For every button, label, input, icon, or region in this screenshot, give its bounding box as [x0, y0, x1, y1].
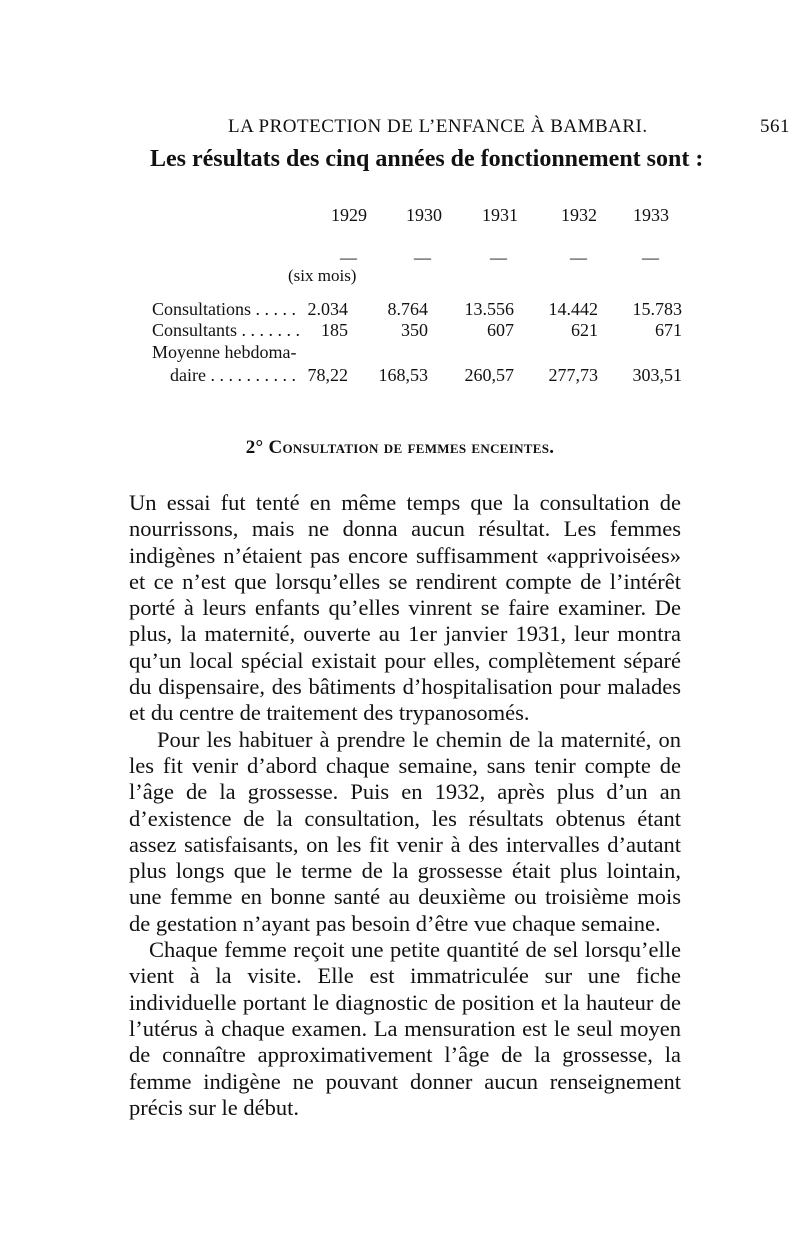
intro-sentence: Les résultats des cinq années de fonctionnement sont : — [150, 146, 704, 172]
row-label-continued: daire . . . . . . . . . . — [170, 365, 296, 385]
section-heading — [0, 437, 800, 459]
six-months-note: (six mois) — [288, 266, 357, 285]
table-cell: 185 — [321, 320, 348, 340]
table-cell: 13.556 — [464, 299, 514, 319]
table-cell: 607 — [487, 320, 514, 340]
paragraph: Chaque femme reçoit une petite quantité de sel lorsqu’elle vient à la visite. Elle est immatriculée sur une fiche individuelle portant le diagnostic de position et la hauteur de l’utérus à chaque examen. La mensuration est le seul moyen de connaître approximativement l’âge de la grossesse, la femme indigène ne pouvant donner aucun renseignement précis sur le début. — [129, 937, 681, 1120]
header-dash: — — [340, 248, 357, 267]
year-header: 1933 — [633, 205, 669, 225]
section-number: 2° — [245, 437, 264, 458]
header-dash: — — [642, 248, 659, 267]
section-title: Consultation de femmes enceintes. — [268, 437, 555, 458]
header-dash: — — [414, 248, 431, 267]
header-dash: — — [490, 248, 507, 267]
paragraph: Pour les habituer à prendre le chemin de la maternité, on les fit venir d’abord chaque semaine, sans tenir compte de l’âge de la grossesse. Puis en 1932, après plus d’un an d’existence de la consultation, les résultats obtenus étant assez satisfaisants, on les fit venir à des intervalles d’autant plus longs que le terme de la grossesse était plus lointain, une femme en bonne santé au deuxième ou troisième mois de gestation n’ayant pas besoin d’être vue chaque semaine. — [129, 726, 681, 936]
paragraph: Un essai fut tenté en même temps que la consultation de nourrissons, mais ne donna aucun résultat. Les femmes indigènes n’étaient pas encore suffisamment «apprivoisées» et ce n’est que lorsqu’elles se rendirent compte de l’intérêt porté à leurs enfants qu’elles vinrent se faire examiner. De plus, la maternité, ouverte au 1er janvier 1931, leur montra qu’un local spécial existait pour elles, complètement séparé du dispensaire, des bâtiments d’hospitalisation pour malades et du centre de traitement des trypanosomés. — [129, 490, 681, 726]
year-header: 1931 — [482, 205, 518, 225]
table-cell: 621 — [571, 320, 598, 340]
year-header: 1930 — [406, 205, 442, 225]
running-title: LA PROTECTION DE L’ENFANCE À BAMBARI. — [228, 116, 648, 137]
year-header: 1929 — [331, 205, 367, 225]
page-number: 561 — [760, 116, 790, 137]
table-cell: 15.783 — [632, 299, 682, 319]
table-cell: 303,51 — [632, 365, 682, 385]
table-cell: 277,73 — [548, 365, 598, 385]
year-header: 1932 — [561, 205, 597, 225]
body-text — [129, 490, 681, 1121]
row-label: Consultants . . . . . . . — [152, 320, 301, 340]
table-cell: 350 — [401, 320, 428, 340]
row-label: Consultations . . . . . — [152, 299, 297, 319]
table-cell: 2.034 — [307, 299, 348, 319]
table-cell: 260,57 — [464, 365, 514, 385]
row-label: Moyenne hebdoma- — [152, 342, 297, 362]
table-cell: 14.442 — [548, 299, 598, 319]
table-cell: 671 — [655, 320, 682, 340]
header-dash: — — [570, 248, 587, 267]
table-cell: 78,22 — [307, 365, 348, 385]
table-cell: 8.764 — [387, 299, 428, 319]
table-cell: 168,53 — [378, 365, 428, 385]
